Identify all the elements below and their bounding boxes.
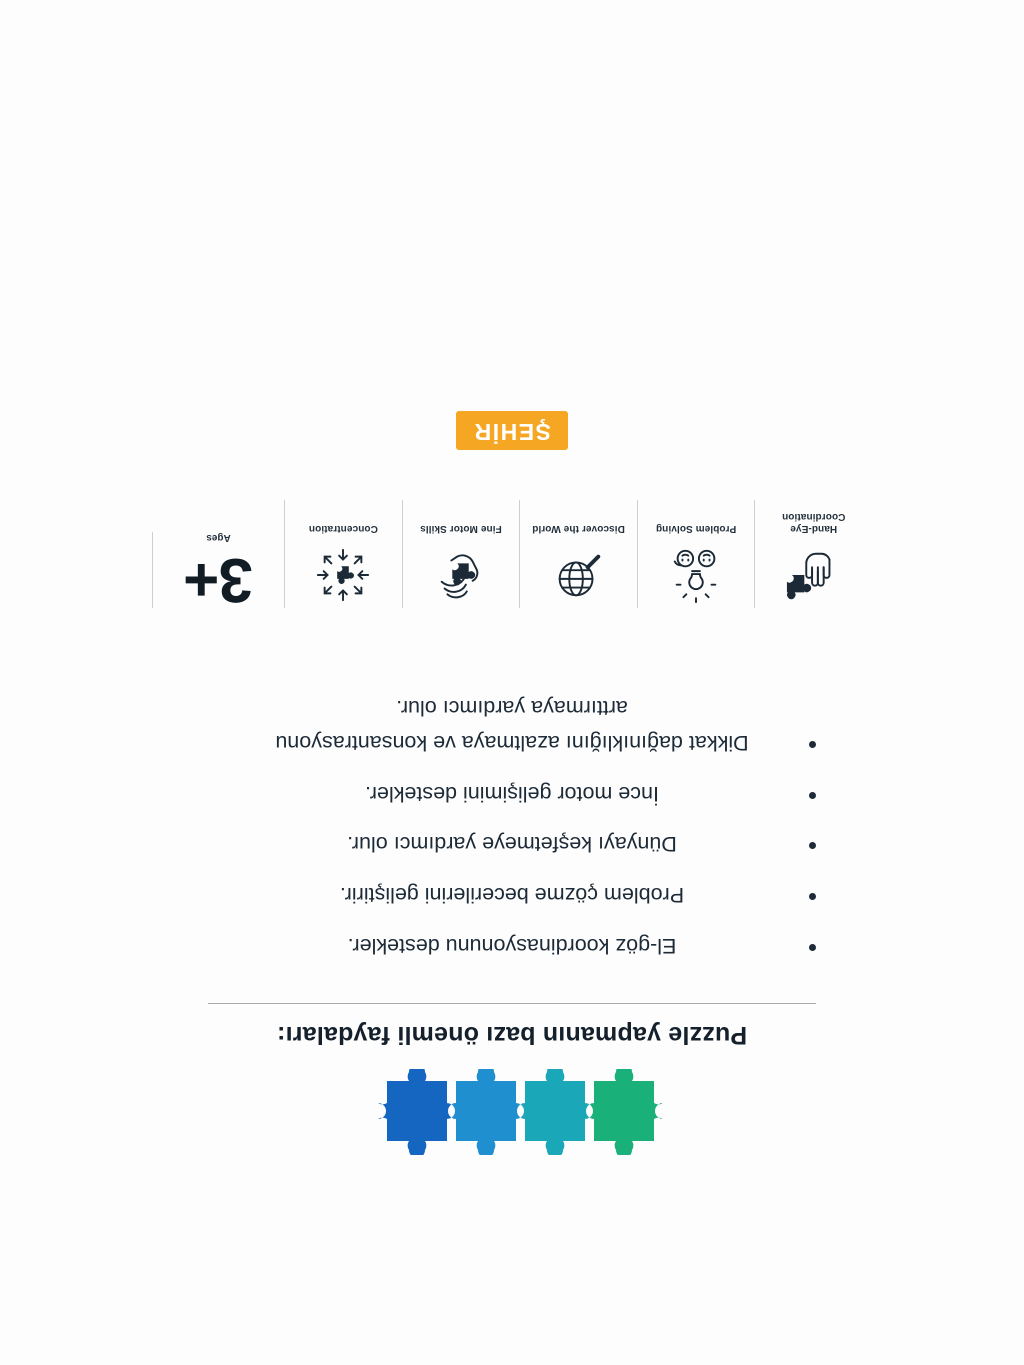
feature-concentration: [284, 500, 402, 608]
divider: [208, 1003, 816, 1004]
feature-icon-strip: [152, 500, 872, 615]
list-item: [202, 776, 822, 811]
bullet-icon: [809, 792, 816, 799]
feature-label: Problem Solving: [655, 523, 737, 535]
list-item: [202, 827, 822, 862]
list-item-label: İnce motor gelişimini destekler.: [365, 781, 659, 806]
bullet-icon: [809, 893, 816, 900]
card-content: [0, 411, 1024, 1155]
bullet-icon: [809, 944, 816, 951]
list-item-label: El-göz koordinasyonunu destekler.: [347, 934, 677, 958]
globe-magnifier-icon: [550, 542, 608, 608]
feature-label: Discover the World: [532, 523, 625, 535]
age-badge: [152, 532, 284, 615]
feature-label: Hand-Eye Coordination: [781, 510, 846, 535]
feature-label: Fine Motor Skills: [420, 523, 502, 535]
age-label: Ages: [206, 532, 231, 544]
puzzle-pieces-logo: [362, 1069, 662, 1155]
brand-badge: ŞEHİR: [456, 411, 568, 450]
list-item: [202, 877, 822, 912]
list-item: [202, 928, 822, 963]
lightbulb-faces-icon: [667, 542, 725, 608]
list-item-label: Dikkat dağınıklığını azaltmaya ve konsantrasyonu arttırmaya yardımcı olur.: [275, 695, 749, 755]
feature-discover-the-world: [519, 500, 637, 608]
feature-hand-eye-coordination: [754, 500, 872, 608]
list-item-label: Problem çözme becerilerini geliştirir.: [339, 883, 685, 908]
bullet-icon: [809, 741, 816, 748]
hand-grasp-puzzle-icon: [432, 542, 490, 608]
list-item: [202, 690, 822, 760]
page-title: Puzzle yapmanın bazı önemli faydaları:: [276, 1021, 748, 1049]
bullet-icon: [809, 842, 816, 849]
benefits-list: [202, 674, 822, 963]
age-value: 3+: [184, 545, 253, 615]
feature-label: Concentration: [308, 523, 378, 535]
hand-eye-puzzle-icon: [785, 542, 843, 608]
feature-problem-solving: [637, 500, 755, 608]
list-item-label: Dünyayı keşfetmeye yardımcı olur.: [347, 832, 677, 857]
feature-fine-motor-skills: [402, 500, 520, 608]
focus-arrows-icon: [314, 542, 372, 608]
